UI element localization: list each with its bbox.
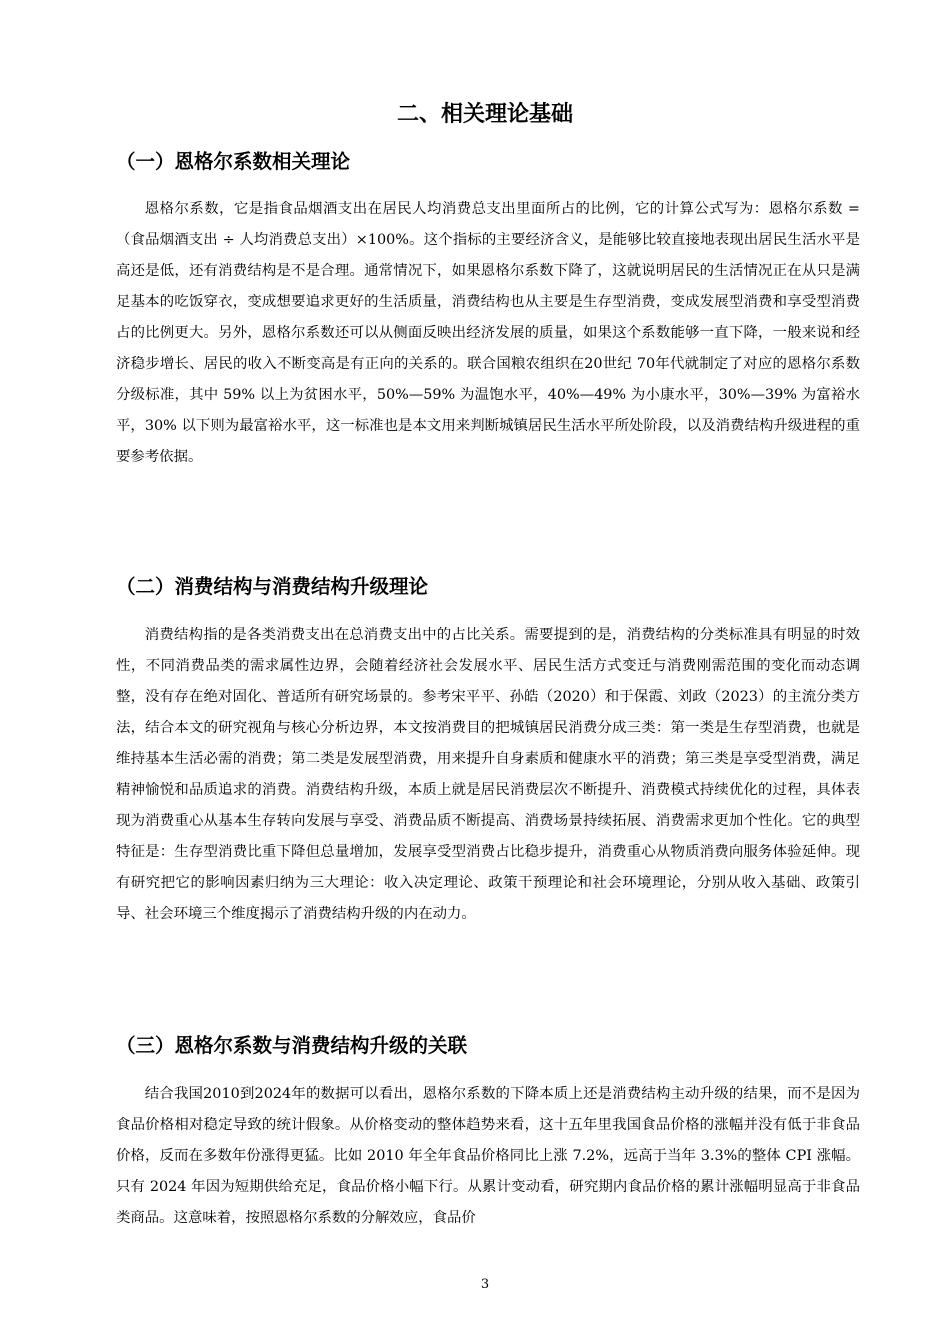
paragraph-engel-upgrade-link: 结合我国2010到2024年的数据可以看出，恩格尔系数的下降本质上还是消费结构主动升级的结果，而不是因为食品价格相对稳定导致的统计假象。从价格变动的整体趋势来看，这十五年里我国食品价格的涨幅并没有低于非食品价格，反而在多数年份涨得更猛。比如 2010 年全年食品价格同比上涨 7.2%，远高于当年 3.3%的整体 CPI 涨幅。只有 2024 年因为短期供给充足，食品价格小幅下行。从累计变动看，研究期内食品价格的累计涨幅明显高于非食品类商品。这意味着，按照恩格尔系数的分解效应，食品价 bbox=[116, 1086, 860, 1226]
section-heading-engel-upgrade-link: （三）恩格尔系数与消费结构升级的关联 bbox=[116, 1034, 468, 1057]
page-number: 3 bbox=[480, 1277, 490, 1292]
section-heading-consumption-structure: （二）消费结构与消费结构升级理论 bbox=[116, 575, 429, 598]
section-heading-engel-theory: （一）恩格尔系数相关理论 bbox=[116, 150, 351, 173]
paragraph-consumption-structure: 消费结构指的是各类消费支出在总消费支出中的占比关系。需要提到的是，消费结构的分类标准具有明显的时效性，不同消费品类的需求属性边界，会随着经济社会发展水平、居民生活方式变迁与消费刚需范围的变化而动态调整，没有存在绝对固化、普适所有研究场景的。参考宋平平、孙皓（2020）和于保霞、刘政（2023）的主流分类方法，结合本文的研究视角与核心分析边界，本文按消费目的把城镇居民消费分成三类：第一类是生存型消费，也就是维持基本生活必需的消费；第二类是发展型消费，用来提升自身素质和健康水平的消费；第三类是享受型消费，满足精神愉悦和品质追求的消费。消费结构升级，本质上就是居民消费层次不断提升、消费模式持续优化的过程，具体表现为消费重心从基本生存转向发展与享受、消费品质不断提高、消费场景持续拓展、消费需求更加个性化。它的典型特征是：生存型消费比重下降但总量增加，发展享受型消费占比稳步提升，消费重心从物质消费向服务体验延伸。现有研究把它的影响因素归纳为三大理论：收入决定理论、政策干预理论和社会环境理论，分别从收入基础、政策引导、社会环境三个维度揭示了消费结构升级的内在动力。 bbox=[116, 627, 860, 922]
chapter-title: 二、相关理论基础 bbox=[396, 102, 573, 127]
paragraph-engel-theory: 恩格尔系数，它是指食品烟酒支出在居民人均消费总支出里面所占的比例，它的计算公式写为：恩格尔系数 =（食品烟酒支出 ÷ 人均消费总支出）×100%。这个指标的主要经济含义，是能够比较直接地表现出居民生活水平是高还是低，还有消费结构是不是合理。通常情况下，如果恩格尔系数下降了，这就说明居民的生活情况正在从只是满足基本的吃饭穿衣，变成想要追求更好的生活质量，消费结构也从主要是生存型消费，变成发展型消费和享受型消费占的比例更大。另外，恩格尔系数还可以从侧面反映出经济发展的质量，如果这个系数能够一直下降，一般来说和经济稳步增长、居民的收入不断变高是有正向的关系的。联合国粮农组织在20世纪 70年代就制定了对应的恩格尔系数分级标准，其中 59% 以上为贫困水平，50%—59% 为温饱水平，40%—49% 为小康水平，30%—39% 为富裕水平，30% 以下则为最富裕水平，这一标准也是本文用来判断城镇居民生活水平所处阶段，以及消费结构升级进程的重要参考依据。 bbox=[116, 201, 860, 465]
